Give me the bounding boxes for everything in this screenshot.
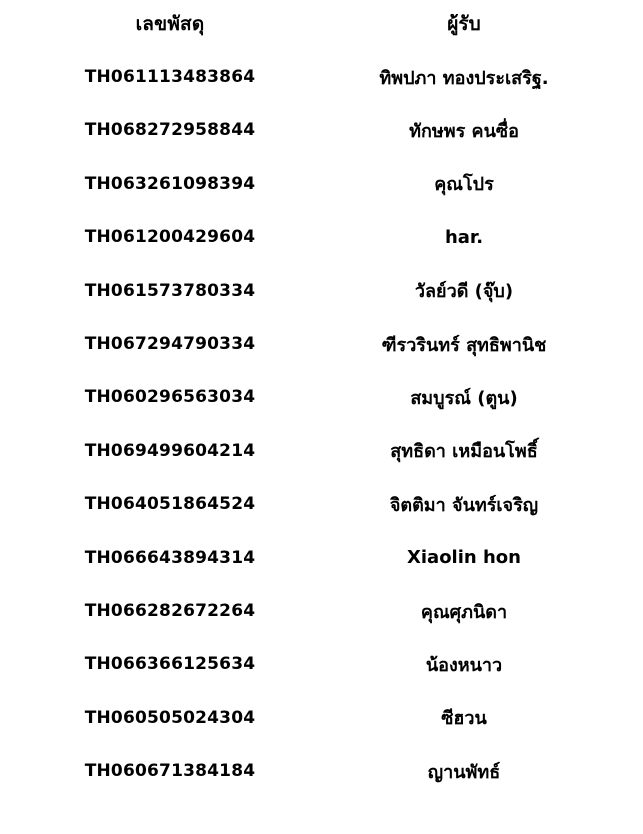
recipient-name: ทักษพร คนซื่อ [409, 120, 519, 142]
tracking-number: TH066282672264 [84, 601, 256, 621]
tracking-number: TH067294790334 [84, 334, 256, 354]
table-row [0, 431, 643, 471]
tracking-number: TH068272958844 [84, 120, 256, 141]
tracking-number: TH069499604214 [84, 440, 256, 461]
tracking-number: TH064051864524 [84, 494, 256, 515]
recipient-name: ญานพัทธ์ [427, 761, 501, 783]
table-row [0, 644, 643, 684]
recipient-name: คุณโปร [434, 174, 494, 196]
tracking-number: TH066643894314 [84, 547, 256, 568]
table-row [0, 324, 643, 364]
table-row [0, 57, 643, 97]
tracking-number: TH060296563034 [84, 387, 256, 408]
recipient-name: จิตติมา จันทร์เจริญ [389, 494, 539, 516]
table-row [0, 164, 643, 204]
table-row [0, 698, 643, 738]
tracking-number: TH061573780334 [84, 280, 256, 301]
table-row [0, 591, 643, 631]
tracking-number: TH063261098394 [84, 173, 256, 194]
tracking-number: TH061200429604 [84, 227, 256, 248]
tracking-number: TH060505024304 [84, 707, 256, 728]
recipient-name: คุณศุภนิดา [420, 601, 508, 623]
tracking-number: TH066366125634 [84, 654, 256, 675]
recipient-name: สุทธิดา เหมือนโพธิ์ [390, 441, 538, 463]
recipient-name: สมบูรณ์ (ตูน) [410, 387, 518, 409]
table-row [0, 110, 643, 150]
header-tracking-number: เลขพัสดุ [135, 13, 205, 35]
recipient-name: วัลย์วดี (จุ๊บ) [414, 281, 514, 303]
recipient-name: น้องหนาว [425, 654, 503, 676]
table-row [0, 377, 643, 417]
tracking-number: TH061113483864 [84, 67, 256, 87]
header-recipient: ผู้รับ [447, 13, 481, 35]
table-row [0, 751, 643, 791]
recipient-name: ฑีรวรินทร์ สุทธิพานิช [381, 334, 547, 356]
table-row [0, 271, 643, 311]
recipient-name: ทิพปภา ทองประเสริฐ. [379, 67, 549, 89]
table-row [0, 217, 643, 257]
recipient-name: har. [444, 226, 484, 248]
table-row [0, 538, 643, 578]
recipient-name: ซีฮวน [441, 708, 487, 730]
recipient-name: Xiaolin hon [407, 547, 521, 569]
table-row [0, 484, 643, 524]
tracking-number: TH060671384184 [84, 761, 256, 782]
